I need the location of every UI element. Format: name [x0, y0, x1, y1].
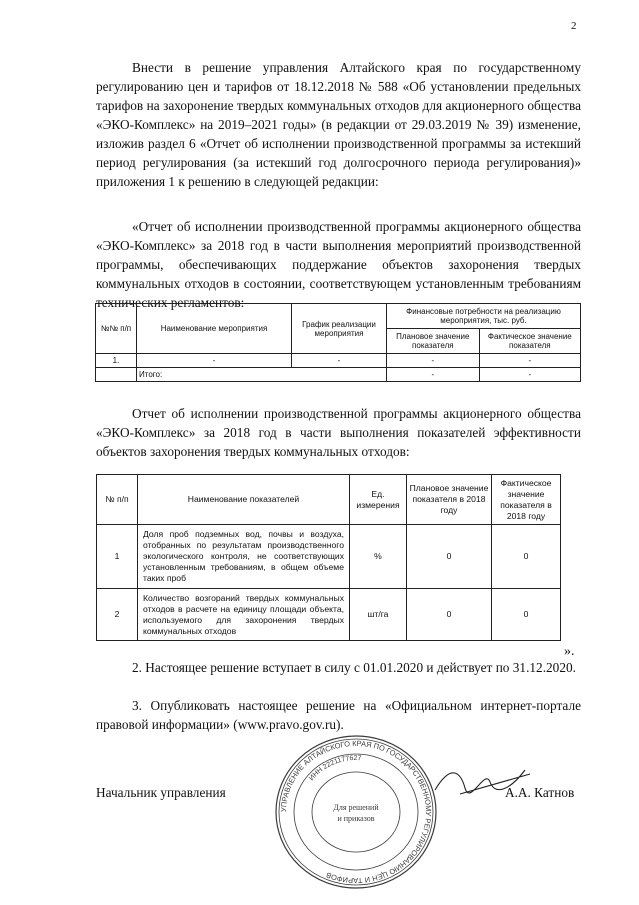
paragraph-publish: 3. Опубликовать настоящее решение на «Официальном интернет-портале правовой информации» (www.pravo.gov.ru). — [96, 698, 581, 732]
paragraph-report-indicators: Отчет об исполнении производственной программы акционерного общества «ЭКО-Комплекс» за 2018 год в части выполнения показателей эффективности объектов захоронения твердых коммунальных отходов: — [96, 406, 581, 459]
t2-header-fact: Фактическое значение показателя в 2018 году — [492, 475, 561, 525]
t2-row1-name: Доля проб подземных вод, почвы и воздуха, отобранных по результатам производственного экологического контроля, не соответствующих установленным требованиям, в общем объеме таких проб — [138, 525, 350, 589]
t1-total-plan: - — [387, 368, 480, 382]
t1-total-fact: - — [479, 368, 580, 382]
signer-title: Начальник управления — [96, 785, 226, 800]
stamp-center-line1: Для решений — [333, 803, 379, 812]
t2-row1-fact: 0 — [492, 525, 561, 589]
t1-row1-fact: - — [479, 354, 580, 368]
t1-header-schedule: График реализации мероприятия — [292, 304, 387, 354]
t2-header-name: Наименование показателей — [138, 475, 350, 525]
t1-header-fact: Фактическое значение показателя — [479, 329, 580, 354]
t2-row2-num: 2 — [97, 589, 138, 641]
closing-quote: ». — [564, 644, 575, 659]
t2-header-plan: Плановое значение показателя в 2018 году — [407, 475, 492, 525]
t2-row2-fact: 0 — [492, 589, 561, 641]
paragraph-effective-date: 2. Настоящее решение вступает в силу с 01.01.2020 и действует по 31.12.2020. — [132, 660, 576, 675]
t2-header-unit: Ед. измерения — [350, 475, 407, 525]
t2-row1-unit: % — [350, 525, 407, 589]
indicators-table — [96, 474, 561, 641]
table-row — [97, 589, 561, 641]
paragraph-report-measures: «Отчет об исполнении производственной программы акционерного общества «ЭКО-Комплекс» за 2018 год в части выполнения мероприятий производственной программы, обеспечивающих поддержание объектов захоронения твердых коммунальных отходов в состоянии, соответствующем установленным требованиям технических регламентов: — [96, 219, 581, 310]
t1-header-name: Наименование мероприятия — [137, 304, 292, 354]
t1-header-num: №№ п/п — [96, 304, 137, 354]
t1-total-label: Итого: — [137, 368, 387, 382]
page-number: 2 — [571, 20, 577, 32]
t2-row2-unit: шт/га — [350, 589, 407, 641]
t1-row1-schedule: - — [292, 354, 387, 368]
signer-name: А.А. Катнов — [505, 785, 575, 800]
table-row — [97, 525, 561, 589]
t1-row1-name: - — [137, 354, 292, 368]
official-stamp — [268, 732, 444, 892]
measures-table — [95, 303, 581, 382]
t2-row2-plan: 0 — [407, 589, 492, 641]
stamp-inn-text: ИНН 2221177627 — [308, 754, 362, 783]
t1-row1-num: 1. — [96, 354, 137, 368]
table-row — [96, 354, 581, 368]
stamp-center-line2: и приказов — [337, 814, 375, 823]
t2-row1-plan: 0 — [407, 525, 492, 589]
stamp-ring-text: УПРАВЛЕНИЕ АЛТАЙСКОГО КРАЯ ПО ГОСУДАРСТВЕННОМУ РЕГУЛИРОВАНИЮ ЦЕН И ТАРИФОВ — [278, 738, 434, 886]
t1-row1-plan: - — [387, 354, 480, 368]
t1-header-plan: Плановое значение показателя — [387, 329, 480, 354]
table-row-total — [96, 368, 581, 382]
t1-header-fin: Финансовые потребности на реализацию мероприятия, тыс. руб. — [387, 304, 581, 329]
t2-header-num: № п/п — [97, 475, 138, 525]
t2-row2-name: Количество возгораний твердых коммунальных отходов в расчете на единицу площади объекта, используемого для захоронения твердых коммунальных отходов — [138, 589, 350, 641]
t2-row1-num: 1 — [97, 525, 138, 589]
paragraph-amendment: Внести в решение управления Алтайского края по государственному регулированию цен и тарифов от 18.12.2018 № 588 «Об установлении предельных тарифов на захоронение твердых коммунальных отходов для акционерного общества «ЭКО-Комплекс» на 2019–2021 годы» (в редакции от 29.03.2019 № 39) изменение, изложив раздел 6 «Отчет об исполнении производственной программы за истекший период регулирования (за истекший год долгосрочного периода регулирования)» приложения 1 к решению в следующей редакции: — [96, 60, 581, 189]
